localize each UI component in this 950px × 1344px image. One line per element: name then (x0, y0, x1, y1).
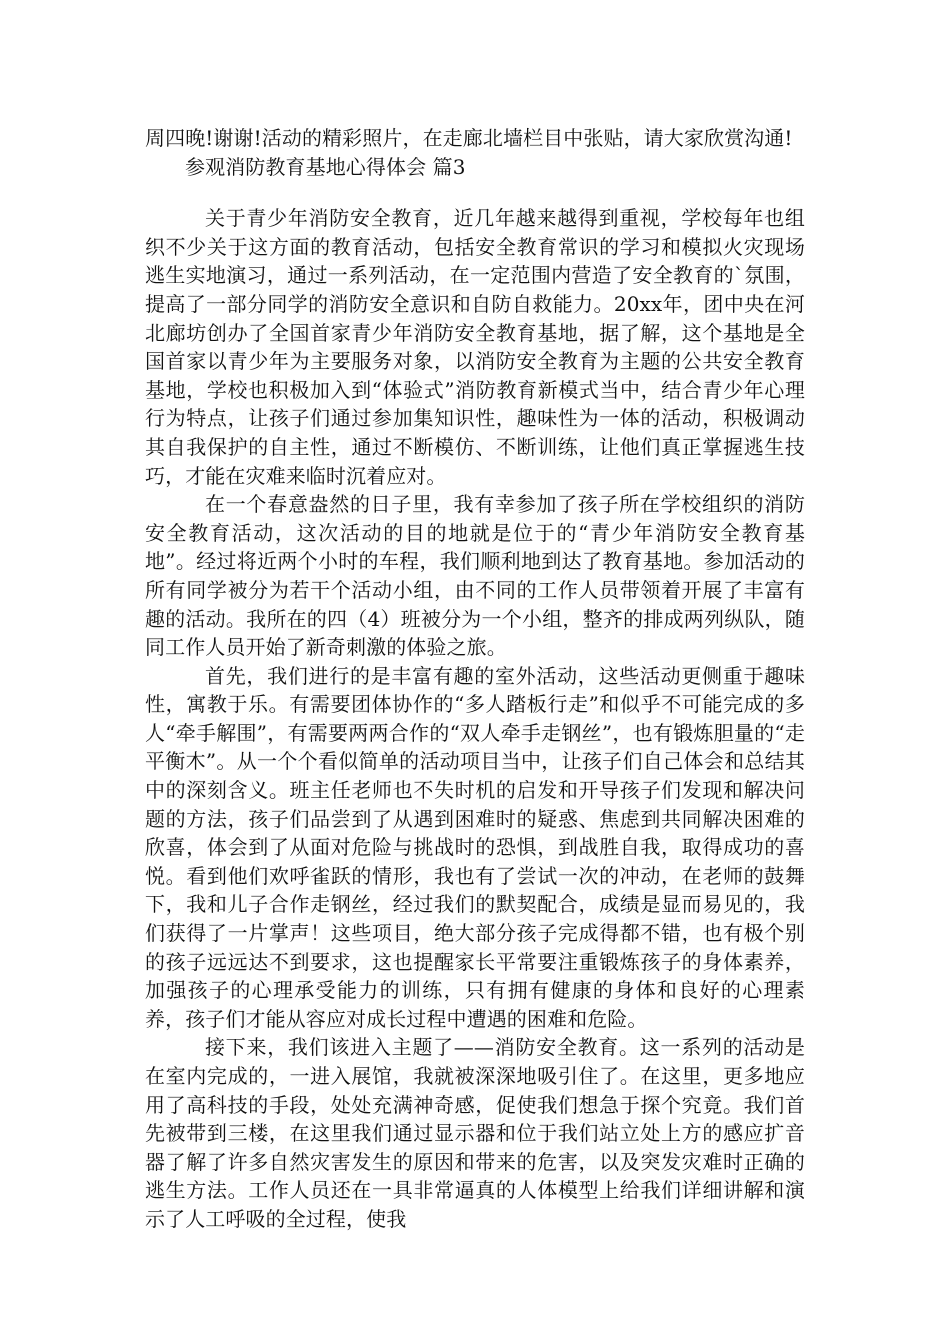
paragraph-1: 关于青少年消防安全教育，近几年越来越得到重视，学校每年也组织不少关于这方面的教育活动，包括安全教育常识的学习和模拟火灾现场逃生实地演习，通过一系列活动，在一定范围内营造了安全教育的`氛围，提高了一部分同学的消防安全意识和自防自救能力。20xx年，团中央在河北廊坊创办了全国首家青少年消防安全教育基地，据了解，这个基地是全国首家以青少年为主要服务对象，以消防安全教育为主题的公共安全教育基地，学校也积极加入到“体验式”消防教育新模式当中，结合青少年心理行为特点，让孩子们通过参加集知识性，趣味性为一体的活动，积极调动其自我保护的自主性，通过不断模仿、不断训练，让他们真正掌握逃生技巧，才能在灾难来临时沉着应对。 (145, 206, 805, 488)
paragraph-2: 在一个春意盎然的日子里，我有幸参加了孩子所在学校组织的消防安全教育活动，这次活动的目的地就是位于的“青少年消防安全教育基地”。经过将近两个小时的车程，我们顺利地到达了教育基地。参加活动的所有同学被分为若干个活动小组，由不同的工作人员带领着开展了丰富有趣的活动。我所在的四（4）班被分为一个小组，整齐的排成两列纵队，随同工作人员开始了新奇刺激的体验之旅。 (145, 492, 805, 660)
paragraph-3: 首先，我们进行的是丰富有趣的室外活动，这些活动更侧重于趣味性，寓教于乐。有需要团体协作的“多人踏板行走”和似乎不可能完成的多人“牵手解围”，有需要两两合作的“双人牵手走钢丝”，也有锻炼胆量的“走平衡木”。从一个个看似简单的活动项目当中，让孩子们自己体会和总结其中的深刻含义。班主任老师也不失时机的启发和开导孩子们发现和解决问题的方法，孩子们品尝到了从遇到困难时的疑惑、焦虑到共同解决困难的欣喜，体会到了从面对危险与挑战时的恐惧，到战胜自我，取得成功的喜悦。看到他们欢呼雀跃的情形，我也有了尝试一次的冲动，在老师的鼓舞下，我和儿子合作走钢丝，经过我们的默契配合，成绩是显而易见的，我们获得了一片掌声！这些项目，绝大部分孩子完成得都不错，也有极个别的孩子远远达不到要求，这也提醒家长平常要注重锻炼孩子的身体素养，加强孩子的心理承受能力的训练，只有拥有健康的身体和良好的心理素养，孩子们才能从容应对成长过程中遭遇的困难和危险。 (145, 663, 805, 1031)
paragraph-4: 接下来，我们该进入主题了——消防安全教育。这一系列的活动是在室内完成的，一进入展馆，我就被深深地吸引住了。在这里，更多地应用了高科技的手段，处处充满神奇感，促使我们想急于探个究竟。我们首先被带到三楼，在这里我们通过显示器和位于我们站立处上方的感应扩音器了解了许多自然灾害发生的原因和带来的危害，以及突发灾难时正确的逃生方法。工作人员还在一具非常逼真的人体模型上给我们详细讲解和演示了人工呼吸的全过程，使我 (145, 1035, 805, 1231)
document-page (145, 124, 805, 1234)
section-heading: 参观消防教育基地心得体会 篇3 (185, 154, 466, 179)
lead-text: 周四晚!谢谢!活动的精彩照片，在走廊北墙栏目中张贴，请大家欣赏沟通! (145, 126, 793, 150)
